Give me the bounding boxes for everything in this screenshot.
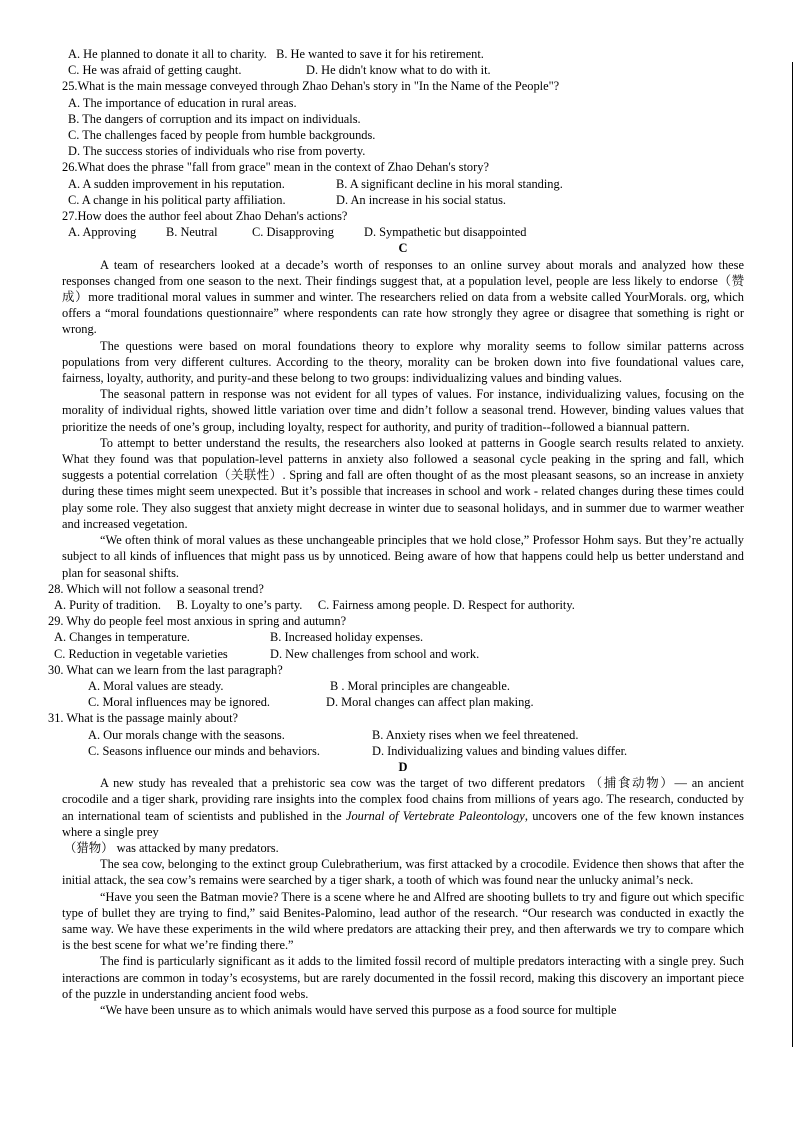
q27-options-row (62, 224, 744, 240)
q30-option-b: B . Moral principles are changeable. (330, 678, 510, 693)
q31-options-row1 (62, 727, 744, 743)
exam-page (48, 46, 745, 1018)
q31-option-d: D. Individualizing values and binding values differ. (372, 743, 628, 758)
q27-option-d: D. Sympathetic but disappointed (364, 225, 527, 240)
section-c-paragraph-3: The seasonal pattern in response was not evident for all types of values. For instance, individualizing values, focusing on the morality of individual rights, showed little variation over time and didn’t follow a seasonal trend. However, binding values values that prioritize the needs of one’s group, including loyalty, respect for authority, and purity of tradition--followed a biannual pattern. (62, 387, 744, 434)
q29-options-row1 (54, 629, 744, 645)
page-margin-rule (792, 62, 793, 1047)
q25-option-a: A. The importance of education in rural areas. (68, 95, 297, 110)
section-c-paragraph-2: The questions were based on moral foundations theory to explore why morality seems to follow similar patterns across populations from very different cultures. According to the theory, morality can be broken down into five foundational values care, fairness, loyalty, authority, and purity-and these belong to two groups: individualizing values and binding values. (62, 338, 744, 386)
q25-stem: 25.What is the main message conveyed through Zhao Dehan's story in "In the Name of the People"? (62, 79, 560, 94)
q29-stem: 29. Why do people feel most anxious in spring and autumn? (48, 614, 347, 629)
section-c-paragraph-4: To attempt to better understand the results, the researchers also looked at patterns in Google search results related to anxiety. What they found was that population-level patterns in anxiety also followed a seasonal cycle peaking in the spring and fall, which suggests a potential correlation（关联性）. Spring and fall are often thought of as the most pleasant seasons, so an increase in anxiety during these times might seem unexpected. But it’s possible that increases in school and work - related changes during these times could play some role. They also suggest that anxiety might decrease in winter due to seasonal holidays, and in summer due to warmer weather and increased vegetation. (62, 435, 744, 531)
q30-option-a: A. Moral values are steady. (88, 678, 224, 693)
q26-options-row2 (62, 192, 744, 208)
q29-options-row2 (54, 646, 744, 662)
q30-option-d: D. Moral changes can affect plan making. (326, 695, 534, 710)
section-d-heading: D (398, 759, 408, 774)
section-d-paragraph-3: “Have you seen the Batman movie? There is a scene where he and Alfred are shooting bullets to try and figure out which specific type of bullet they are trying to find,” said Benites-Palomino, lead author of the research. “Our research was conducted in exactly the same way. We have these experiments in the wild where predators are attacking their prey, and then afterwards we try to compare which is the best scene for what we’re finding there.” (62, 889, 744, 953)
section-d-paragraph-4: The find is particularly significant as it adds to the limited fossil record of multiple predators interacting with a single prey. Such interactions are common in today’s ecosystems, but are rarely documented in the fossil record, making this discovery an important piece of the puzzle in understanding ancient food webs. (62, 954, 744, 1001)
q31-option-b: B. Anxiety rises when we feel threatened. (372, 727, 579, 742)
q25-option-c: C. The challenges faced by people from humble backgrounds. (68, 128, 376, 143)
q29-option-c: C. Reduction in vegetable varieties (54, 646, 228, 661)
section-d-p1-part-c: （猎物） was attacked by many predators. (64, 840, 279, 855)
section-d-p1-part-b: , uncovers one of the few known instances where a single prey (62, 808, 745, 839)
q24-options-row2 (62, 62, 744, 78)
q31-options-row2 (62, 743, 744, 759)
q26-option-d: D. An increase in his social status. (336, 192, 506, 207)
q26-options-row1 (62, 176, 744, 192)
q28-option-c: C. Fairness among people. (317, 597, 450, 612)
q27-stem: 27.How does the author feel about Zhao Dehan's actions? (62, 209, 348, 224)
section-d-paragraph-1 (62, 775, 744, 840)
q28-option-d: D. Respect for authority. (452, 597, 575, 612)
section-d-p1-part-a: A new study has revealed that a prehistoric sea cow was the target of two different predators （捕食动物）— an ancient crocodile and a tiger shark, providing rare insights into the complex food chains from millions of years ago. The research, conducted by an international team of scientists and published in the (62, 776, 744, 823)
q24-option-b: B. He wanted to save it for his retirement. (276, 47, 484, 61)
q26-option-b: B. A significant decline in his moral standing. (336, 176, 563, 191)
journal-title: Journal of Vertebrate Paleontology (345, 808, 525, 823)
section-c-paragraph-1: A team of researchers looked at a decade’s worth of responses to an online survey about morals and analyzed how these responses changed from one season to the next. Their findings suggest that, at a population level, people are less likely to endorse（赞成）more traditional moral values in summer and winter. The researchers relied on data from a website called YourMorals. org, which offers a “moral foundations questionnaire” where respondents can rate how strongly they agree or disagree that something is right or wrong. (62, 257, 744, 337)
q24-option-a: A. He planned to donate it all to charity. (68, 47, 267, 61)
q29-option-d: D. New challenges from school and work. (270, 646, 480, 661)
q31-option-c: C. Seasons influence our minds and behaviors. (88, 743, 320, 758)
q28-option-a: A. Purity of tradition. (54, 597, 162, 612)
q27-option-b: B. Neutral (166, 225, 218, 240)
q28-options-row (54, 597, 744, 613)
q26-option-c: C. A change in his political party affiliation. (68, 192, 286, 207)
q30-stem: 30. What can we learn from the last paragraph? (48, 662, 283, 677)
q26-stem: 26.What does the phrase "fall from grace" mean in the context of Zhao Dehan's story? (62, 160, 489, 175)
q24-option-c: C. He was afraid of getting caught. (68, 63, 242, 78)
q26-option-a: A. A sudden improvement in his reputation. (68, 176, 285, 191)
q24-option-d: D. He didn't know what to do with it. (306, 63, 491, 78)
q31-stem: 31. What is the passage mainly about? (48, 711, 239, 726)
section-c-paragraph-5: “We often think of moral values as these unchangeable principles that we hold close,” Professor Hohm says. But they’re actually subject to all kinds of influences that might pass us by unnoticed. Being aware of how that happens could help us better understand and plan for seasonal shifts. (62, 533, 744, 580)
q27-option-c: C. Disapproving (252, 225, 334, 240)
q30-options-row1 (62, 678, 744, 694)
q28-option-b: B. Loyalty to one’s party. (176, 597, 303, 612)
q31-option-a: A. Our morals change with the seasons. (88, 727, 285, 742)
q29-option-b: B. Increased holiday expenses. (270, 630, 424, 645)
q24-options-row1 (62, 46, 744, 62)
q29-option-a: A. Changes in temperature. (54, 630, 190, 645)
q25-option-d: D. The success stories of individuals who rise from poverty. (68, 144, 366, 159)
q30-option-c: C. Moral influences may be ignored. (88, 695, 271, 710)
section-d-paragraph-2: The sea cow, belonging to the extinct group Culebratherium, was first attacked by a crocodile. Evidence then shows that after the initial attack, the sea cow’s remains were searched by a tiger shark, a tooth of which was found near the unlucky animal’s neck. (62, 857, 744, 888)
q30-options-row2 (62, 694, 744, 710)
section-d-paragraph-5: “We have been unsure as to which animals would have served this purpose as a food source for multiple (100, 1002, 617, 1017)
section-c-heading: C (398, 241, 408, 256)
q27-option-a: A. Approving (68, 225, 137, 240)
q28-stem: 28. Which will not follow a seasonal trend? (48, 581, 264, 596)
q25-option-b: B. The dangers of corruption and its impact on individuals. (68, 111, 361, 126)
